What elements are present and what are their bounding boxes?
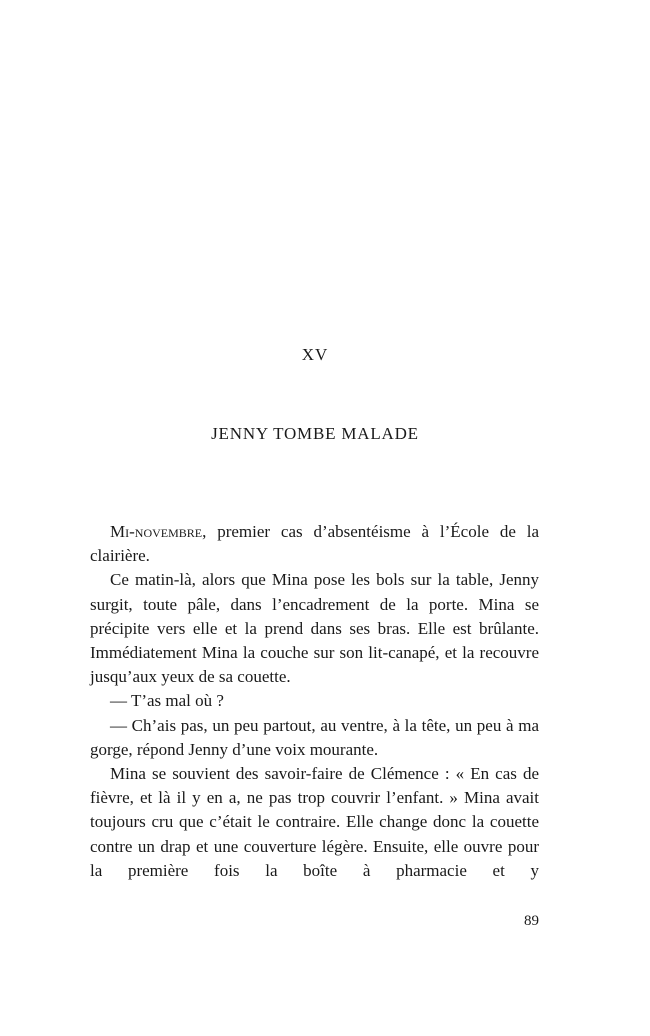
- chapter-title: JENNY TOMBE MALADE: [211, 424, 419, 443]
- paragraph: Ce matin-là, alors que Mina pose les bols sur la table, Jenny surgit, toute pâle, dans l’encadrement de la porte. Mina se précipite vers elle et la prend dans ses bras. Elle est brûlante. Immédiatement Mina la couche sur son lit-canapé, et la recouvre jusqu’aux yeux de sa couette.: [90, 570, 539, 687]
- paragraph: [90, 520, 539, 568]
- page-number: 89: [524, 913, 539, 929]
- chapter-body: [90, 520, 539, 883]
- dialogue-line: — T’as mal où ?: [110, 691, 224, 711]
- paragraph: Mina se souvient des savoir-faire de Clémence : « En cas de fièvre, et là il y en a, ne pas trop couvrir l’enfant. » Mina avait toujours cru que c’était le contraire. Elle change donc la couette contre un drap et une couverture légère. Ensuite, elle ouvre pour la première fois la boîte à pharmacie et y: [90, 764, 539, 880]
- chapter-number: XV: [301, 345, 329, 364]
- paragraph-lead: Mi-novembre: [110, 522, 203, 541]
- paragraph-text: , premier cas d’absentéisme à l’École de la clairière.: [90, 522, 539, 566]
- dialogue-line: — Ch’ais pas, un peu partout, au ventre, à la tête, un peu à ma gorge, répond Jenny d’une voix mourante.: [90, 715, 539, 759]
